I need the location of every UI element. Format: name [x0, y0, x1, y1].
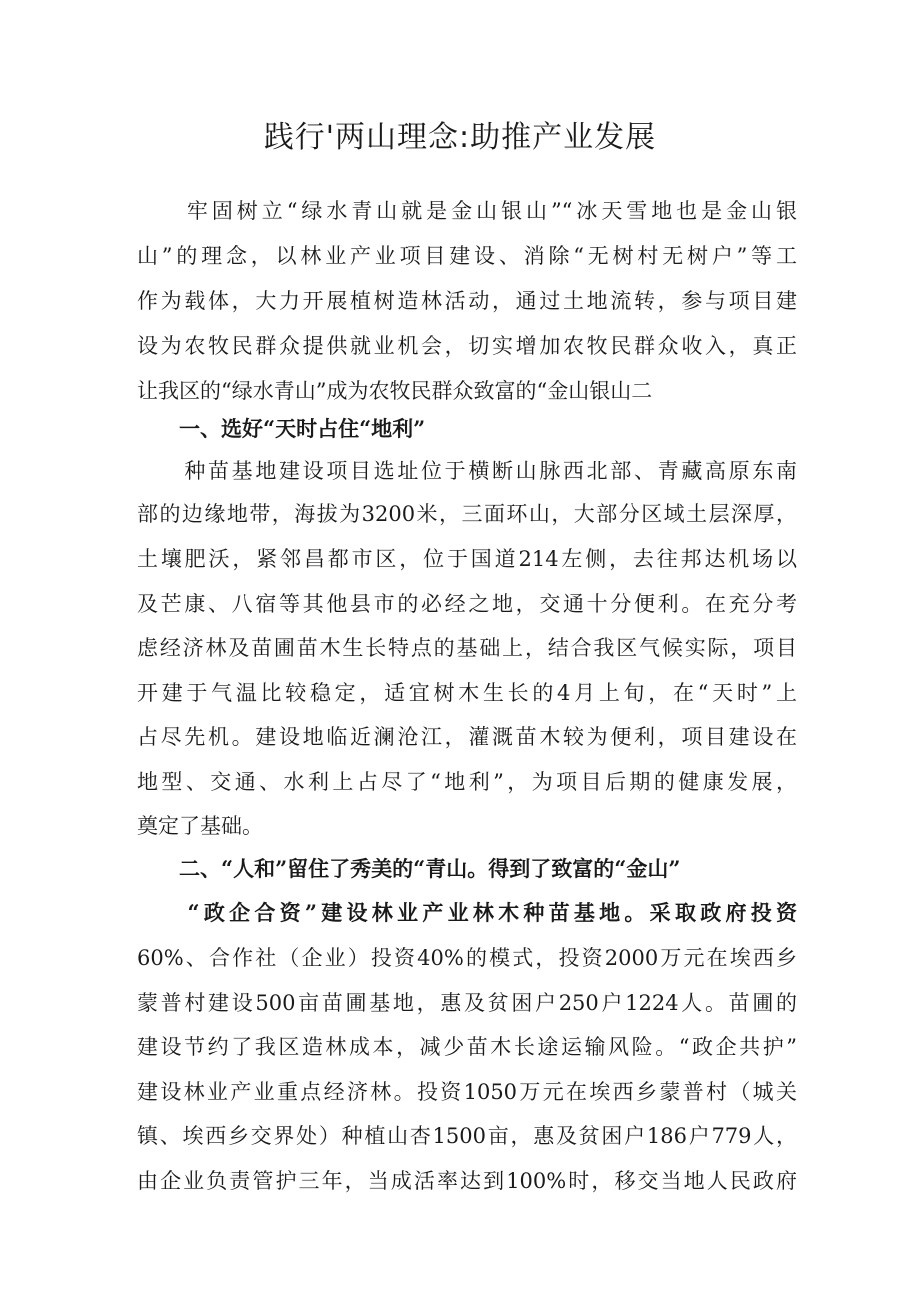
paragraph-line: 作为载体，大力开展植树造林活动，通过土地流转，参与项目建 [137, 289, 797, 313]
paragraph-line: 建设节约了我区造林成本，减少苗木长途运输风险。“政企共护” [137, 1035, 797, 1059]
section-heading-1: 一、选好“天时占住“地利” [137, 416, 426, 441]
paragraph-line: 种苗基地建设项目选址位于横断山脉西北部、青藏高原东南 [137, 459, 797, 483]
paragraph-line: 部的边缘地带，海拔为3200米，三面环山，大部分区域土层深厚， [137, 502, 797, 526]
paragraph-line: 由企业负责管护三年，当成活率达到100%时，移交当地人民政府 [137, 1169, 797, 1193]
paragraph-line: “政企合资”建设林业产业林木种苗基地。采取政府投资 [137, 900, 797, 925]
paragraph-line: 虑经济林及苗圃苗木生长特点的基础上，结合我区气候实际，项目 [137, 636, 797, 660]
section-heading-2: 二、“人和”留住了秀美的“青山。得到了致富的“金山” [137, 856, 681, 881]
paragraph-line: 地型、交通、水利上占尽了“地利”，为项目后期的健康发展， [137, 770, 797, 794]
paragraph-line: 开建于气温比较稳定，适宜树木生长的4月上旬，在“天时”上 [137, 681, 797, 705]
paragraph-line: 建设林业产业重点经济林。投资1050万元在埃西乡蒙普村（城关 [137, 1080, 797, 1104]
paragraph-line: 及芒康、八宿等其他县市的必经之地，交通十分便利。在充分考 [137, 592, 797, 616]
paragraph-line: 奠定了基础。 [137, 814, 263, 838]
paragraph-line: 占尽先机。建设地临近澜沧江，灌溉苗木较为便利，项目建设在 [137, 725, 797, 749]
paragraph-line: 蒙普村建设500亩苗圃基地，惠及贫困户250户1224人。苗圃的 [137, 991, 797, 1015]
paragraph-line: 山”的理念，以林业产业项目建设、消除“无树村无树户”等工 [137, 244, 797, 268]
paragraph-line: 土壤肥沃，紧邻昌都市区，位于国道214左侧，去往邦达机场以 [137, 547, 797, 571]
paragraph-line: 镇、埃西乡交界处）种植山杏1500亩，惠及贫困户186户779人， [137, 1124, 797, 1148]
document-title: 践行'两山理念:助推产业发展 [263, 120, 657, 155]
paragraph-line: 设为农牧民群众提供就业机会，切实增加农牧民群众收入，真正 [137, 334, 797, 358]
paragraph-line: 60%、合作社（企业）投资40%的模式，投资2000万元在埃西乡 [137, 946, 797, 970]
paragraph-line: 牢固树立“绿水青山就是金山银山”“冰天雪地也是金山银 [137, 199, 797, 223]
paragraph-line: 让我区的“绿水青山”成为农牧民群众致富的“金山银山二 [137, 379, 653, 403]
